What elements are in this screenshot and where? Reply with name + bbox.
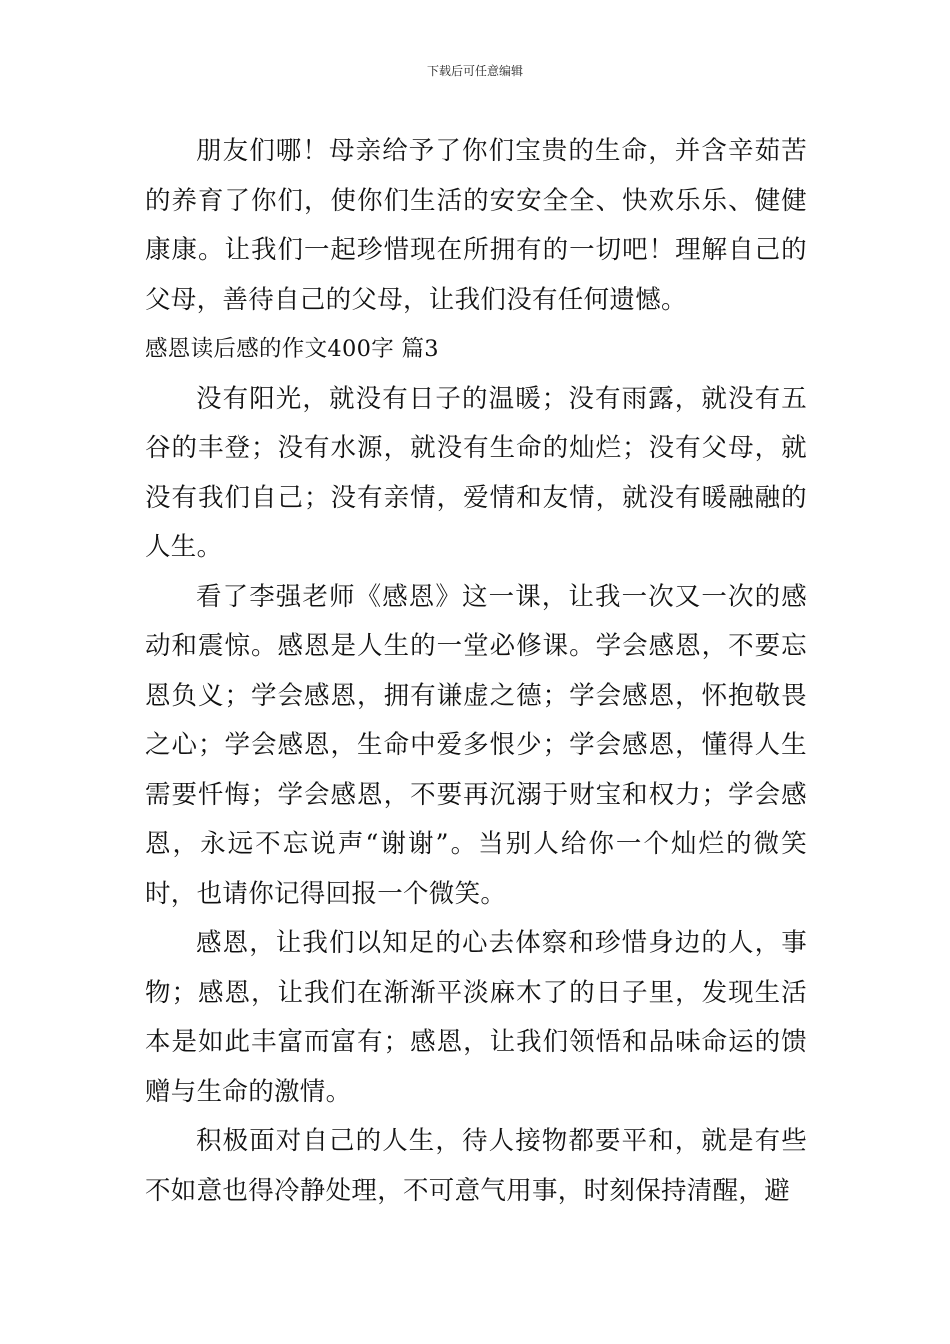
paragraph-3: 看了李强老师《感恩》这一课，让我一次又一次的感动和震惊。感恩是人生的一堂必修课。学会感恩，不要忘恩负义；学会感恩，拥有谦虚之德；学会感恩，怀抱敬畏之心；学会感恩，生命中爱多恨少；学会感恩，懂得人生需要忏悔；学会感恩，不要再沉溺于财宝和权力；学会感恩，永远不忘说声“谢谢”。当别人给你一个灿烂的微笑时，也请你记得回报一个微笑。 (145, 581, 807, 909)
document-body (145, 127, 807, 1216)
paragraph-2: 没有阳光，就没有日子的温暖；没有雨露，就没有五谷的丰登；没有水源，就没有生命的灿烂；没有父母，就没有我们自己；没有亲情，爱情和友情，就没有暖融融的人生。 (145, 383, 807, 562)
paragraph-5: 积极面对自己的人生，待人接物都要平和，就是有些不如意也得冷静处理，不可意气用事，时刻保持清醒，避 (145, 1126, 807, 1206)
paragraph-4: 感恩，让我们以知足的心去体察和珍惜身边的人，事物；感恩，让我们在渐渐平淡麻木了的日子里，发现生活本是如此丰富而富有；感恩，让我们领悟和品味命运的馈赠与生命的激情。 (145, 928, 807, 1107)
paragraph-1: 朋友们哪！母亲给予了你们宝贵的生命，并含辛茹苦的养育了你们，使你们生活的安安全全、快欢乐乐、健健康康。让我们一起珍惜现在所拥有的一切吧！理解自己的父母，善待自己的父母，让我们没有任何遗憾。 (145, 136, 807, 315)
page-header: 下载后可任意编辑 (426, 64, 523, 78)
section-heading: 感恩读后感的作文400字 篇3 (145, 336, 439, 362)
